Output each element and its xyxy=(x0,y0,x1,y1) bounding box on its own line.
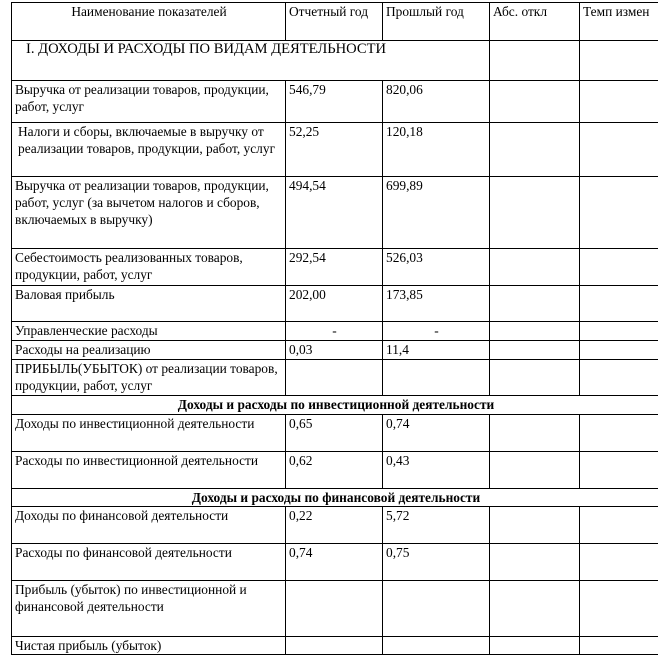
table-row xyxy=(12,637,658,655)
header-previous-year: Прошлый год xyxy=(383,3,490,41)
row-current: 292,54 xyxy=(286,249,383,286)
row-name: Доходы по финансовой деятельности xyxy=(12,507,286,544)
row-previous xyxy=(383,360,490,396)
row-rate xyxy=(580,286,658,322)
table-row xyxy=(12,341,658,360)
section-investment-row xyxy=(12,396,658,415)
row-abs xyxy=(490,177,580,249)
row-current: 0,65 xyxy=(286,415,383,452)
row-current xyxy=(286,360,383,396)
row-rate xyxy=(580,123,658,177)
row-current: 0,22 xyxy=(286,507,383,544)
row-current: 0,74 xyxy=(286,544,383,581)
table-row xyxy=(12,249,658,286)
row-current: 0,03 xyxy=(286,341,383,360)
financial-results-table xyxy=(11,2,658,655)
row-previous: - xyxy=(383,322,490,341)
row-name: Чистая прибыль (убыток) xyxy=(12,637,286,655)
row-previous: 0,43 xyxy=(383,452,490,489)
row-current: 202,00 xyxy=(286,286,383,322)
row-abs xyxy=(490,360,580,396)
row-abs xyxy=(490,123,580,177)
row-name: Налоги и сборы, включаемые в выручку от реализации товаров, продукции, работ, услуг xyxy=(12,123,286,177)
row-previous xyxy=(383,637,490,655)
header-current-year: Отчетный год xyxy=(286,3,383,41)
row-rate xyxy=(580,452,658,489)
row-abs xyxy=(490,507,580,544)
row-abs xyxy=(490,81,580,123)
row-rate xyxy=(580,249,658,286)
row-rate xyxy=(580,544,658,581)
row-abs xyxy=(490,341,580,360)
section-operating-title: I. ДОХОДЫ И РАСХОДЫ ПО ВИДАМ ДЕЯТЕЛЬНОСТИ xyxy=(12,41,490,81)
row-name: Расходы по инвестиционной деятельности xyxy=(12,452,286,489)
section-operating-row xyxy=(12,41,658,81)
row-current: 546,79 xyxy=(286,81,383,123)
row-name: Расходы на реализацию xyxy=(12,341,286,360)
row-previous: 5,72 xyxy=(383,507,490,544)
row-rate xyxy=(580,322,658,341)
header-rate-change: Темп измен xyxy=(580,3,658,41)
row-abs xyxy=(490,452,580,489)
row-rate xyxy=(580,81,658,123)
row-abs xyxy=(490,544,580,581)
row-previous: 526,03 xyxy=(383,249,490,286)
row-name: Валовая прибыль xyxy=(12,286,286,322)
row-abs xyxy=(490,415,580,452)
section-financial-row xyxy=(12,489,658,507)
row-rate xyxy=(580,415,658,452)
table-row xyxy=(12,81,658,123)
row-name: ПРИБЫЛЬ(УБЫТОК) от реализации товаров, продукции, работ, услуг xyxy=(12,360,286,396)
row-rate xyxy=(580,177,658,249)
row-name: Выручка от реализации товаров, продукции, работ, услуг (за вычетом налогов и сборов, включаемых в выручку) xyxy=(12,177,286,249)
row-previous: 11,4 xyxy=(383,341,490,360)
row-previous: 0,75 xyxy=(383,544,490,581)
header-name: Наименование показателей xyxy=(12,3,286,41)
header-abs-deviation: Абс. откл xyxy=(490,3,580,41)
row-current: - xyxy=(286,322,383,341)
row-previous xyxy=(383,581,490,637)
table-row xyxy=(12,123,658,177)
row-current xyxy=(286,637,383,655)
table-row xyxy=(12,544,658,581)
row-current: 52,25 xyxy=(286,123,383,177)
row-rate xyxy=(580,507,658,544)
row-previous: 0,74 xyxy=(383,415,490,452)
row-previous: 820,06 xyxy=(383,81,490,123)
row-name: Выручка от реализации товаров, продукции, работ, услуг xyxy=(12,81,286,123)
row-name: Прибыль (убыток) по инвестиционной и финансовой деятельности xyxy=(12,581,286,637)
section-financial-title: Доходы и расходы по финансовой деятельности xyxy=(12,489,658,507)
table-row xyxy=(12,581,658,637)
row-rate xyxy=(580,637,658,655)
row-abs xyxy=(490,637,580,655)
row-name: Доходы по инвестиционной деятельности xyxy=(12,415,286,452)
row-current: 0,62 xyxy=(286,452,383,489)
row-previous: 120,18 xyxy=(383,123,490,177)
header-row xyxy=(12,3,658,41)
row-name: Управленческие расходы xyxy=(12,322,286,341)
empty-cell xyxy=(490,41,580,81)
table-row xyxy=(12,452,658,489)
row-abs xyxy=(490,249,580,286)
row-current xyxy=(286,581,383,637)
row-rate xyxy=(580,581,658,637)
table-row xyxy=(12,415,658,452)
row-abs xyxy=(490,581,580,637)
row-name: Расходы по финансовой деятельности xyxy=(12,544,286,581)
row-rate xyxy=(580,341,658,360)
table-row xyxy=(12,322,658,341)
row-previous: 173,85 xyxy=(383,286,490,322)
row-current: 494,54 xyxy=(286,177,383,249)
table-row xyxy=(12,507,658,544)
row-name: Себестоимость реализованных товаров, продукции, работ, услуг xyxy=(12,249,286,286)
row-previous: 699,89 xyxy=(383,177,490,249)
row-abs xyxy=(490,286,580,322)
row-abs xyxy=(490,322,580,341)
empty-cell xyxy=(580,41,658,81)
row-rate xyxy=(580,360,658,396)
table-row xyxy=(12,360,658,396)
table-row xyxy=(12,286,658,322)
section-investment-title: Доходы и расходы по инвестиционной деятельности xyxy=(12,396,658,415)
table-row xyxy=(12,177,658,249)
